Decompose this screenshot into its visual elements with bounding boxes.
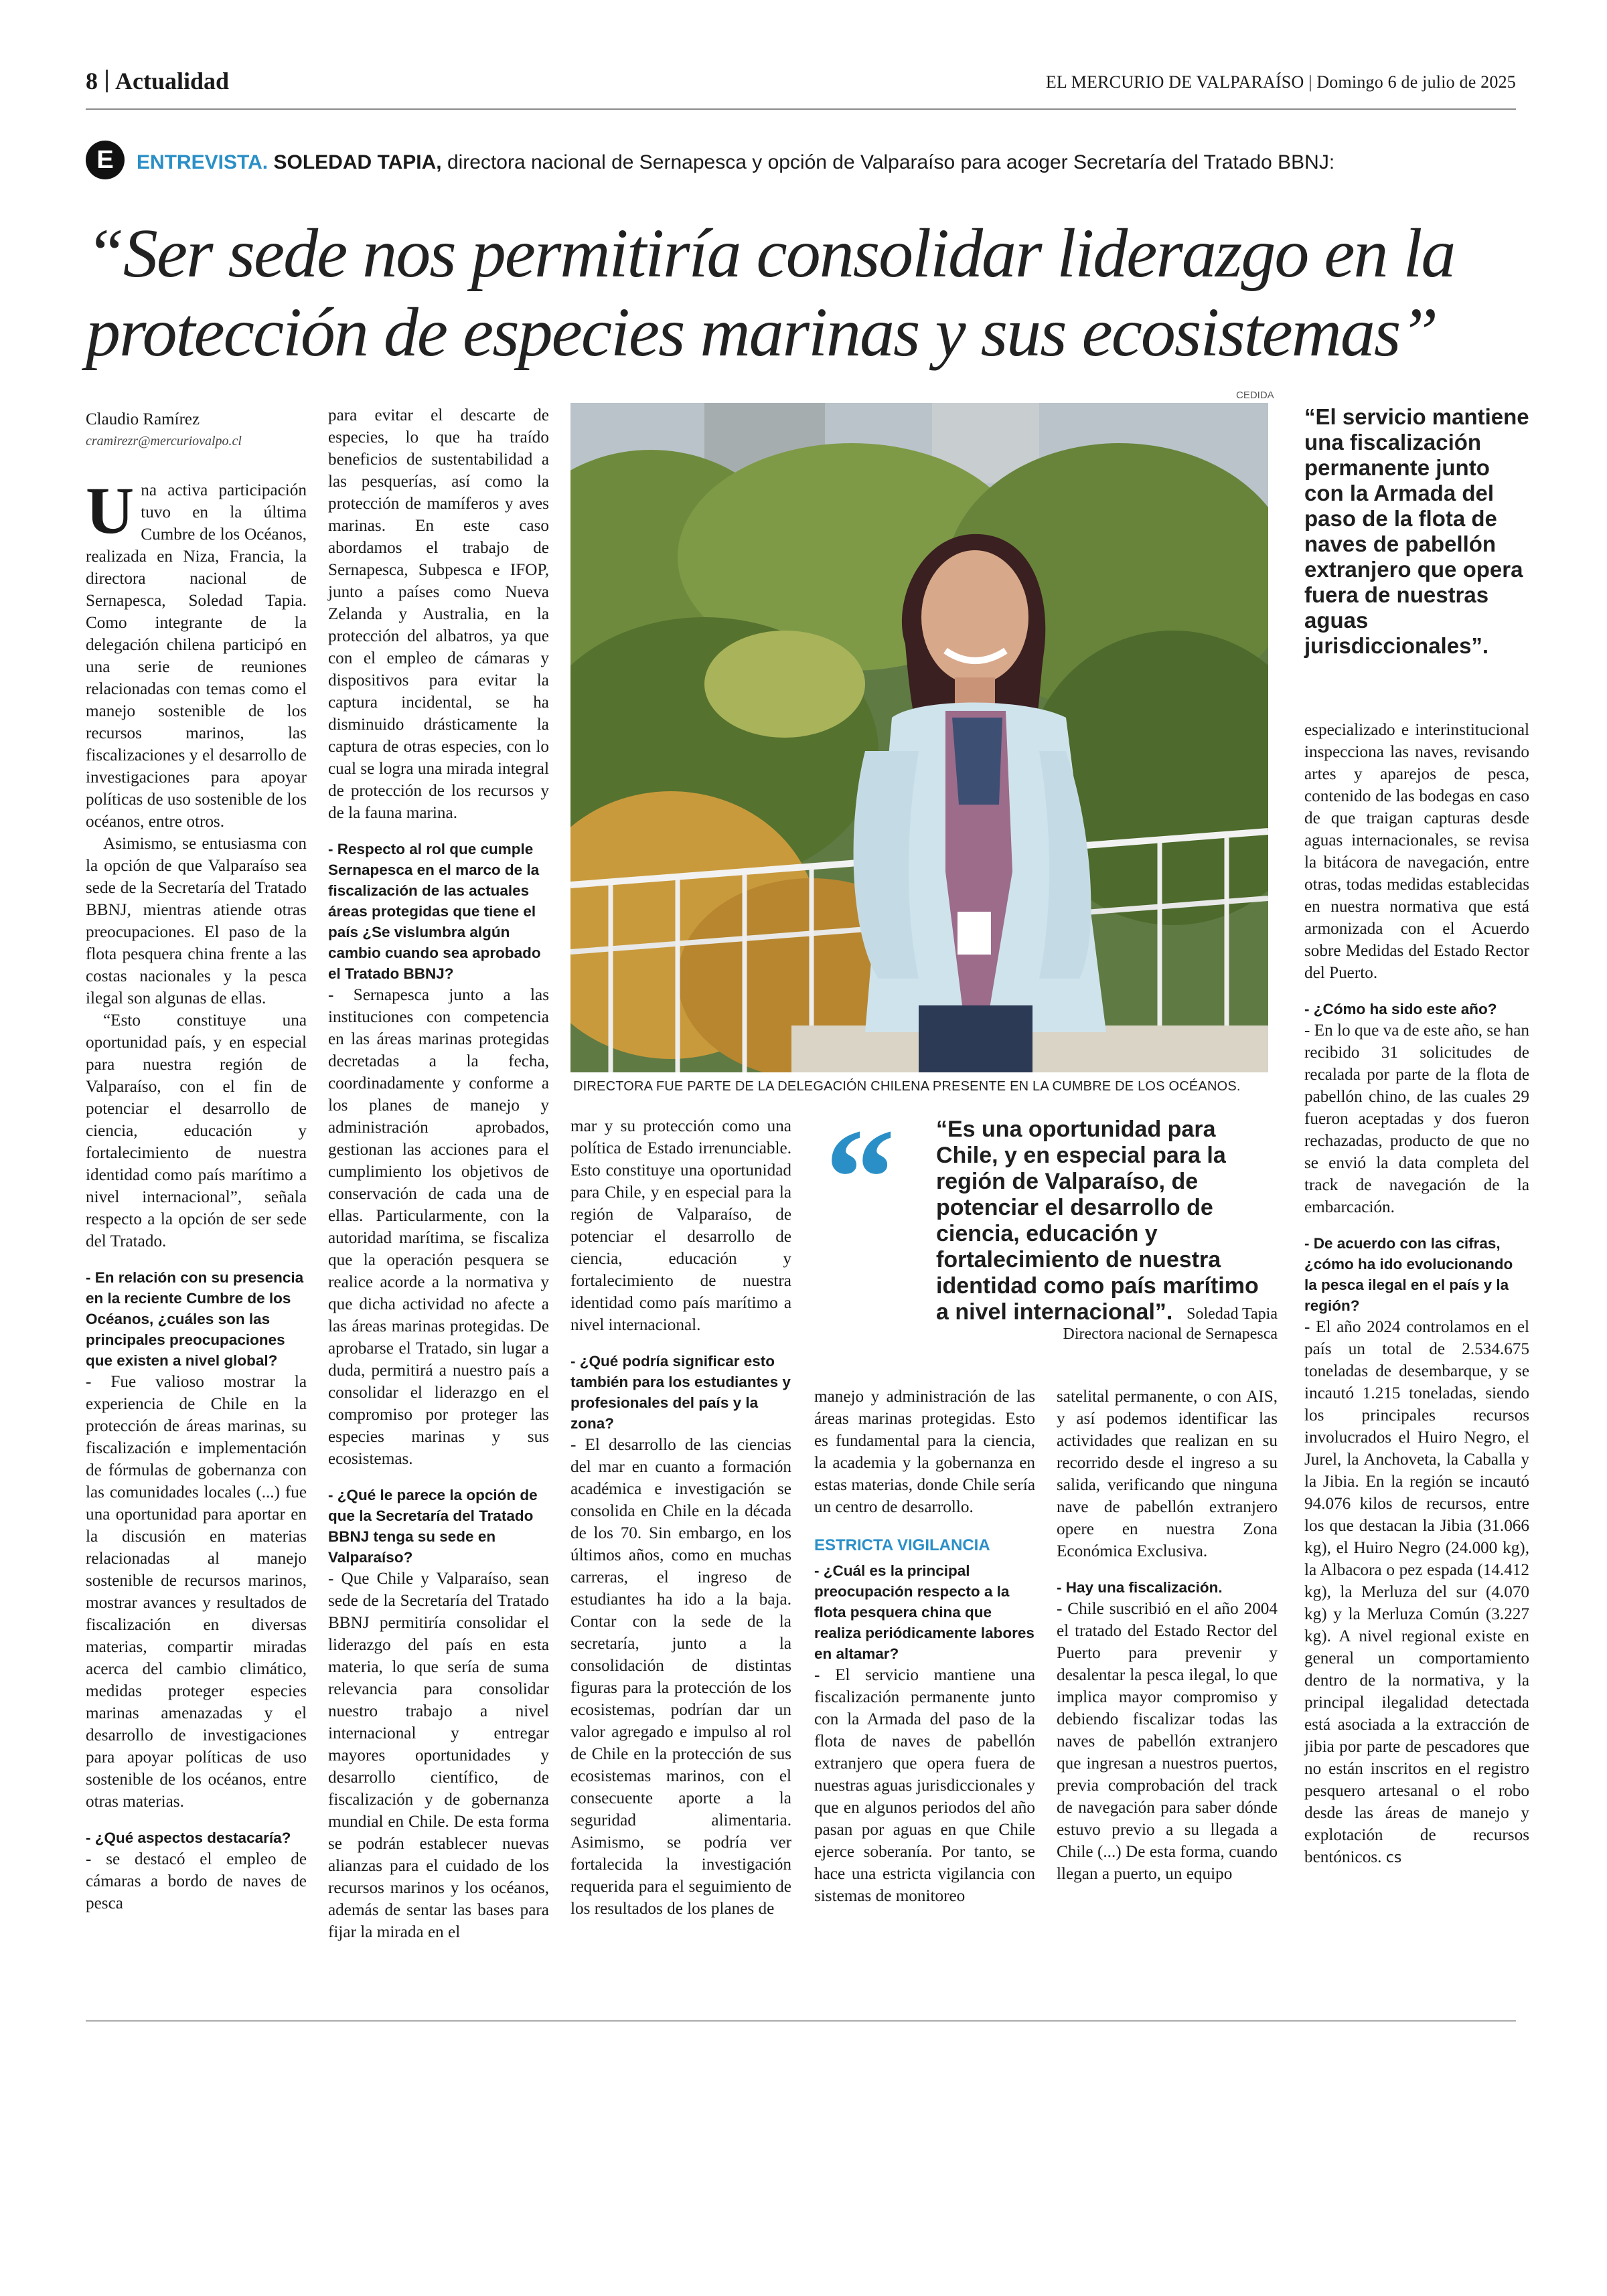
attribution-role: Directora nacional de Sernapesca [1063,1325,1278,1343]
end-mark: cs [1385,1850,1402,1866]
paragraph: Asimismo, se entusiasma con la opción de que Valparaíso sea sede de la Secretaría del Tratado BBNJ, mientras atiende otras preocupaciones. El paso de la flota pesquera china frente a las costas nacionales y la pesca ilegal son algunas de ellas. [86,835,307,1007]
kicker-rest: directora nacional de Sernapesca y opción de Valparaíso para acoger Secretaría del Tratado BBNJ: [441,151,1335,173]
photo-caption: DIRECTORA FUE PARTE DE LA DELEGACIÓN CHILENA PRESENTE EN LA CUMBRE DE LOS OCÉANOS. [573,1079,1241,1094]
question: - Respecto al rol que cumple Sernapesca en el marco de la fiscalización de las actuales áreas protegidas que tiene el país ¿Se vislumbra algún cambio cuando sea aprobado el Tratado BBNJ? [328,841,541,982]
answer-text: - El año 2024 controlamos en el país un total de 2.534.675 toneladas de desembarque, y se incautó 1.215 toneladas, siendo los principales recursos involucrados el Huiro Negro, el Jurel, la Anchoveta, la Caballa y la Jibia. En la región se incautó 94.076 kilos de recursos, entre los que destacan la Jibia (31.066 kg), el Huiro Negro (24.000 kg), la Albacora o pez espada (14.412 kg), la Merluza del sur (4.070 kg) y la Merluza Común (3.227 kg). A nivel regional existe en general un comportamiento dentro de la normativa, y la principal ilegalidad detectada está asociada a la extracción de jibia por parte de pescadores que no están inscritos en el registro pesquero artesanal o el robo desde las áreas de manejo y explotación de recursos bentónicos. [1304,1318,1529,1866]
question: - ¿Qué podría significar esto también para los estudiantes y profesionales del país y la zona? [570,1353,791,1432]
publication-info [1046,72,1516,92]
photo-credit: CEDIDA [1236,390,1274,401]
answer: - El servicio mantiene una fiscalización permanente junto con la Armada del paso de la flota de naves de pabellón extranjero que opera fuera de nuestras aguas jurisdiccionales y que en algunos periodos del año pasan por aguas en que Chile ejerce soberanía. Por tanto, se hace una estricta vigilancia con sistemas de monitoreo [814,1666,1035,1905]
pull-quote-top: “El servicio mantiene una fiscalización permanente junto con la Armada del paso de la flota de naves de pabellón extranjero que opera fuera de nuestras aguas jurisdiccionales”. [1304,404,1529,658]
answer: - se destacó el empleo de cámaras a bordo de naves de pesca [86,1850,307,1912]
interview-badge: E [86,141,125,179]
column-5 [1057,1386,1278,1885]
photo-illustration [570,403,1268,1072]
kicker-line [137,151,1334,174]
lead-text: na activa participación tuvo en la última Cumbre de los Océanos, realizada en Niza, Francia, la directora nacional de Sernapesca, Soledad Tapia. Como integrante de la delegación chilena participó en una serie de reuniones relacionadas con temas como el manejo sostenible de los recursos marinos, las fiscalizaciones y el desarrollo de investigaciones para apoyar políticas de uso sostenible de los océanos, entre otros. [86,481,307,831]
answer: - El desarrollo de las ciencias del mar en cuanto a formación académica e investigación se consolida en Chile en la década de los 70. Sin embargo, en los últimos años, como en muchas carreras, el ingreso de estudiantes ha ido a la baja. Contar con la sede de la secretaría, junto a la consolidación de distintas figuras para la protección de los ecosistemas, podrían dar un valor agregado e impulso al rol de Chile en la protección de sus ecosistemas marinos, con el consecuente aporte a la seguridad alimentaria. Asimismo, se podría ver fortalecida la investigación requerida para el seguimiento de los resultados de los planes de [570,1436,791,1918]
question: - ¿Cómo ha sido este año? [1304,1001,1497,1017]
question: - De acuerdo con las cifras, ¿cómo ha ido evolucionando la pesca ilegal en el país y la región? [1304,1235,1513,1314]
paragraph: satelital permanente, o con AIS, y así podemos identificar las actividades que realizan en su recorrido desde el ingreso a su salida, verificando que ninguna nave de pabellón extranjero opere en nuestra Zona Económica Exclusiva. [1057,1388,1278,1560]
header-divider [106,70,108,92]
answer: - Chile suscribió en el año 2004 el tratado del Estado Rector del Puerto para prevenir y desalentar la pesca ilegal, lo que implica mayor compromiso y debiendo fiscalizar todas las naves de pabellón extranjero que ingresan a nuestros puertos, previa comprobación del track de navegación para saber dónde estuvo previo a su llegada a Chile (...) De esta forma, cuando llegan a puerto, un equipo [1057,1600,1278,1883]
question: - ¿Cuál es la principal preocupación respecto a la flota pesquera china que realiza periódicamente labores en altamar? [814,1562,1035,1662]
footer-rule [86,2020,1516,2022]
answer [1304,1316,1529,1869]
headline: “Ser sede nos permitiría consolidar liderazgo en la protección de especies marinas y sus ecosistemas” [86,215,1455,371]
column-4 [814,1386,1035,1907]
page-number: 8 [86,68,98,94]
lead-paragraph [86,473,307,833]
answer: - Que Chile y Valparaíso, sean sede de la Secretaría del Tratado BBNJ permitiría consolidar el liderazgo del país en esta materia, lo que sería de suma relevancia para consolidar nuestro trabajo a nivel internacional y entregar mayores oportunidades y desarrollo científico, de fiscalización y de gobernanza mundial en Chile. De esta forma se podrán establecer nuevas alianzas para el cuidado de los recursos marinos y los océanos, además de sentar las bases para fijar la mirada en el [328,1570,549,1941]
column-1 [86,408,307,1914]
answer: - En lo que va de este año, se han recibido 31 solicitudes de recalada por parte de la flota de pabellón chino, de las cuales 29 fueron aceptadas y dos fueron rechazadas, producto de que no se envió la data completa del track de navegación de la embarcación. [1304,1021,1529,1216]
kicker-name: SOLEDAD TAPIA, [273,151,442,173]
column-3 [570,1115,791,1920]
publication-date: Domingo 6 de julio de 2025 [1316,72,1516,92]
paragraph: manejo y administración de las áreas marinas protegidas. Esto es fundamental para la ciencia, la academia y la gobernanza en estas materias, donde Chile sería un centro de desarrollo. [814,1388,1035,1516]
publication-name: EL MERCURIO DE VALPARAÍSO [1045,72,1304,92]
question: - Hay una fiscalización. [1057,1579,1223,1596]
section-title: Actualidad [115,68,230,94]
pull-quote-middle: “Es una oportunidad para Chile, y en especial para la región de Valparaíso, de potenciar el desarrollo de ciencia, educación y fortalecimiento de nuestra identidad como país marítimo a nivel internacional”. [936,1117,1259,1325]
header-rule [86,108,1516,110]
pub-separator: | [1308,72,1317,92]
answer: - Fue valioso mostrar la experiencia de Chile en la protección de áreas marinas, su fiscalización e implementación de fórmulas de gobernanza con las comunidades locales (...) fue una oportunidad para aportar en la discusión en materias relacionadas al manejo sostenible de recursos marinos, mostrar avances y resultados de fiscalización en diversas materias, compartir miradas acerca del cambio climático, medidas proteger especies marinas amenazadas y el desarrollo de investigaciones para apoyar políticas de uso sostenible de los océanos, entre otras materias. [86,1373,307,1811]
question: - ¿Qué le parece la opción de que la Secretaría del Tratado BBNJ tenga su sede en Valparaíso? [328,1487,538,1566]
paragraph: especializado e interinstitucional inspecciona las naves, revisando artes y aparejos de pesca, contenido de las bodegas en caso de que traigan capturas desde aguas internacionales, se revisa la bitácora de navegación, entre otras, todas medidas establecidas en nuestra normativa que está armonizada con el Acuerdo sobre Medidas del Estado Rector del Puerto. [1304,721,1529,982]
question: - ¿Qué aspectos destacaría? [86,1829,291,1846]
paragraph: “Esto constituye una oportunidad país, y en especial para nuestra región de Valparaíso, con el fin de potenciar el desarrollo de ciencia, educación y fortalecimiento de nuestra identidad como país marítimo a nivel internacional”, señala respecto a la opción de ser sede del Tratado. [86,1011,307,1250]
paragraph: mar y su protección como una política de Estado irrenunciable. Esto constituye una oportunidad para Chile, y en especial para la región de Valparaíso, de potenciar el desarrollo de ciencia, educación y fortalecimiento de nuestra identidad como país marítimo a nivel internacional. [570,1117,791,1334]
pull-quote-attribution [936,1304,1278,1344]
answer: - Sernapesca junto a las instituciones con competencia en las áreas marinas protegidas decretadas a la fecha, coordinadamente y conforme a los planes de manejo y administración aprobados, gestionan las acciones para el cumplimiento los objetivos de conservación de cada una de ellas. Particularmente, con la autoridad marítima, se fiscaliza que la operación pesquera se realice acorde a la normativa y que dicha actividad no afecte a las áreas marinas protegidas. De aprobarse el Tratado, sin lugar a duda, permitirá a nuestro país a consolidar el liderazgo en el compromiso por proteger las especies marinas y sus ecosistemas. [328,986,549,1468]
attribution-name: Soledad Tapia [1187,1305,1278,1323]
byline-email: cramirezr@mercuriovalpo.cl [86,434,242,448]
column-6 [1304,719,1529,1869]
drop-cap: U [86,473,135,548]
subheading: ESTRICTA VIGILANCIA [814,1536,990,1554]
paragraph: para evitar el descarte de especies, lo que ha traído beneficios de sustentabilidad a las pesquerías, así como la protección de mamíferos y aves marinas. En este caso abordamos el trabajo de Sernapesca, Subpesca e IFOP, junto a países como Nueva Zelanda y Australia, en la protección del albatros, ya que con el empleo de cámaras y dispositivos para evitar la captura incidental, se ha disminuido drásticamente la captura de otras especies, con lo cual se logra una mirada integral de protección de los recursos y de la fauna marina. [328,406,549,822]
column-2 [328,404,549,1943]
kicker-label: ENTREVISTA. [137,151,269,173]
quote-mark-icon: “ [825,1100,895,1256]
byline-author: Claudio Ramírez [86,410,200,428]
question: - En relación con su presencia en la reciente Cumbre de los Océanos, ¿cuáles son las principales preocupaciones que existen a nivel global? [86,1269,304,1369]
portrait-photo [570,403,1268,1072]
